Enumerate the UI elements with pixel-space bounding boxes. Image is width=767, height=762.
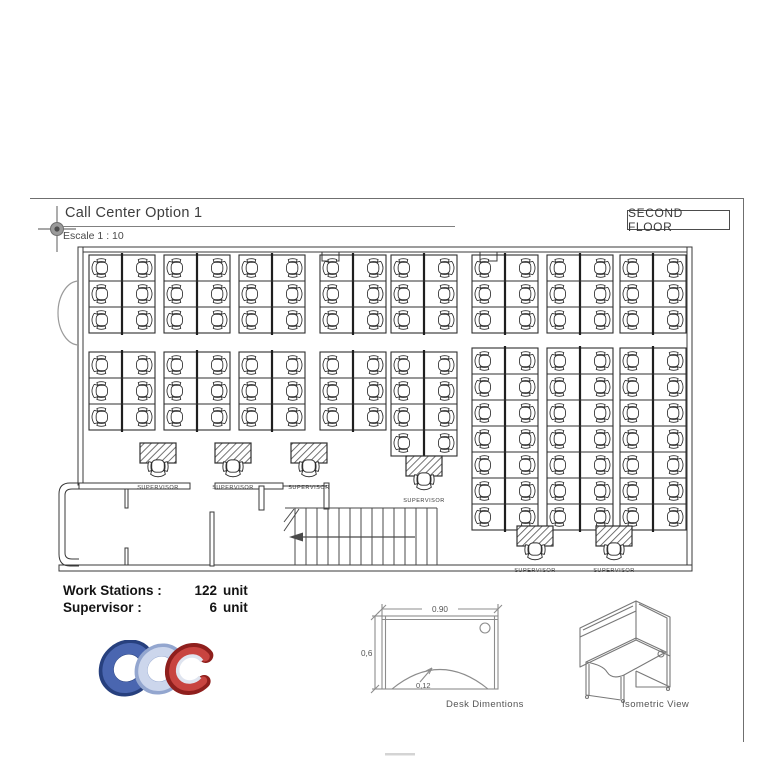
workstation-chair-icon	[92, 356, 107, 375]
workstation-chair-icon	[668, 508, 683, 527]
workstation-chair-icon	[394, 259, 409, 278]
workstation-chair-icon	[167, 311, 182, 330]
workstation-chair-icon	[668, 482, 683, 501]
supervisor-chair-icon	[414, 473, 434, 490]
workstation-chair-icon	[137, 408, 152, 427]
workstation-chair-icon	[439, 382, 454, 401]
workstation-cluster	[89, 253, 155, 335]
workstation-chair-icon	[242, 311, 257, 330]
workstation-chair-icon	[92, 259, 107, 278]
workstation-cluster	[620, 346, 686, 532]
workstation-chair-icon	[212, 259, 227, 278]
workstation-chair-icon	[439, 434, 454, 453]
workstation-chair-icon	[323, 311, 338, 330]
workstation-chair-icon	[475, 482, 490, 501]
workstation-chair-icon	[242, 285, 257, 304]
workstation-cluster	[239, 253, 305, 335]
workstation-chair-icon	[212, 285, 227, 304]
workstation-chair-icon	[595, 456, 610, 475]
workstation-chair-icon	[368, 311, 383, 330]
workstation-chair-icon	[595, 430, 610, 449]
workstation-chair-icon	[475, 259, 490, 278]
sheet-title: Call Center Option 1	[65, 205, 203, 221]
workstation-chair-icon	[623, 508, 638, 527]
workstation-cluster	[472, 346, 538, 532]
workstation-chair-icon	[475, 456, 490, 475]
workstation-chair-icon	[595, 482, 610, 501]
workstation-chair-icon	[137, 356, 152, 375]
workstation-chair-icon	[323, 356, 338, 375]
legend-row-supervisor	[63, 600, 248, 617]
workstation-chair-icon	[92, 285, 107, 304]
legend-unit: unit	[223, 599, 248, 615]
workstation-chair-icon	[668, 285, 683, 304]
legend-count: 122	[194, 583, 217, 598]
workstation-chair-icon	[212, 408, 227, 427]
workstation-chair-icon	[475, 508, 490, 527]
workstation-chair-icon	[550, 430, 565, 449]
workstation-chair-icon	[520, 378, 535, 397]
workstation-cluster	[164, 350, 230, 432]
workstation-chair-icon	[475, 285, 490, 304]
workstation-chair-icon	[368, 356, 383, 375]
workstation-chair-icon	[167, 382, 182, 401]
workstation-chair-icon	[623, 259, 638, 278]
workstation-chair-icon	[520, 482, 535, 501]
workstation-cluster	[547, 253, 613, 335]
workstation-chair-icon	[323, 382, 338, 401]
workstation-cluster	[164, 253, 230, 335]
workstation-chair-icon	[439, 285, 454, 304]
workstation-chair-icon	[287, 285, 302, 304]
workstation-chair-icon	[368, 285, 383, 304]
workstation-cluster	[320, 253, 386, 335]
workstation-chair-icon	[623, 352, 638, 371]
workstation-cluster	[472, 253, 538, 335]
workstation-chair-icon	[550, 352, 565, 371]
workstation-cluster	[89, 350, 155, 432]
workstation-chair-icon	[368, 408, 383, 427]
workstation-chair-icon	[520, 259, 535, 278]
workstation-chair-icon	[212, 311, 227, 330]
workstation-chair-icon	[92, 408, 107, 427]
workstation-chair-icon	[623, 430, 638, 449]
workstation-chair-icon	[323, 259, 338, 278]
workstation-chair-icon	[668, 311, 683, 330]
workstation-chair-icon	[550, 378, 565, 397]
workstation-chair-icon	[368, 382, 383, 401]
workstation-chair-icon	[137, 382, 152, 401]
workstation-chair-icon	[475, 378, 490, 397]
workstation-chair-icon	[550, 285, 565, 304]
workstation-chair-icon	[212, 382, 227, 401]
workstation-chair-icon	[92, 382, 107, 401]
supervisor-chair-icon	[299, 460, 319, 477]
workstation-chair-icon	[550, 482, 565, 501]
supervisor-label: SUPERVISOR	[514, 568, 556, 574]
workstation-chair-icon	[394, 356, 409, 375]
workstation-chair-icon	[167, 259, 182, 278]
workstation-cluster	[320, 350, 386, 432]
workstation-chair-icon	[668, 378, 683, 397]
workstation-chair-icon	[212, 356, 227, 375]
supervisor-chair-icon	[604, 543, 624, 560]
workstation-chair-icon	[475, 430, 490, 449]
legend	[63, 583, 248, 616]
workstation-chair-icon	[475, 311, 490, 330]
cdc-logo	[94, 640, 224, 700]
workstation-chair-icon	[668, 259, 683, 278]
workstation-cluster	[239, 350, 305, 432]
workstation-chair-icon	[550, 456, 565, 475]
workstation-chair-icon	[287, 408, 302, 427]
workstation-chair-icon	[550, 259, 565, 278]
workstation-chair-icon	[595, 378, 610, 397]
legend-row-workstations	[63, 583, 248, 600]
workstation-cluster	[620, 253, 686, 335]
workstation-chair-icon	[623, 404, 638, 423]
workstation-chair-icon	[550, 508, 565, 527]
workstation-chair-icon	[439, 408, 454, 427]
workstation-chair-icon	[595, 352, 610, 371]
supervisor-label: SUPERVISOR	[593, 568, 635, 574]
workstation-chair-icon	[287, 356, 302, 375]
workstation-chair-icon	[520, 456, 535, 475]
floor-label: SECOND FLOOR	[627, 210, 730, 230]
workstation-chair-icon	[520, 311, 535, 330]
legend-label: Supervisor :	[63, 599, 142, 615]
desk-diagram-caption: Desk Dimentions	[446, 699, 524, 710]
supervisor-label: SUPERVISOR	[403, 498, 445, 504]
workstation-chair-icon	[287, 382, 302, 401]
supervisor-label: SUPERVISOR	[212, 485, 254, 491]
workstation-chair-icon	[394, 434, 409, 453]
supervisor-chair-icon	[223, 460, 243, 477]
workstation-chair-icon	[520, 285, 535, 304]
workstation-chair-icon	[520, 430, 535, 449]
legend-unit: unit	[223, 583, 248, 598]
workstation-cluster	[391, 253, 457, 335]
workstation-chair-icon	[368, 259, 383, 278]
legend-count: 6	[209, 599, 217, 615]
workstation-chair-icon	[520, 352, 535, 371]
workstation-chair-icon	[595, 259, 610, 278]
workstation-chair-icon	[167, 356, 182, 375]
workstation-chair-icon	[668, 404, 683, 423]
workstation-chair-icon	[137, 259, 152, 278]
workstation-chair-icon	[623, 311, 638, 330]
workstation-chair-icon	[242, 356, 257, 375]
workstation-chair-icon	[242, 259, 257, 278]
workstation-chair-icon	[167, 285, 182, 304]
workstation-chair-icon	[623, 456, 638, 475]
workstation-chair-icon	[242, 382, 257, 401]
workstation-chair-icon	[323, 408, 338, 427]
workstation-chair-icon	[668, 456, 683, 475]
workstation-chair-icon	[595, 285, 610, 304]
workstation-chair-icon	[394, 408, 409, 427]
workstation-chair-icon	[550, 404, 565, 423]
workstation-chair-icon	[137, 311, 152, 330]
workstation-chair-icon	[242, 408, 257, 427]
workstation-chair-icon	[167, 408, 182, 427]
workstation-chair-icon	[668, 430, 683, 449]
workstation-chair-icon	[439, 259, 454, 278]
workstation-chair-icon	[475, 404, 490, 423]
supervisor-label: SUPERVISOR	[137, 485, 179, 491]
workstation-chair-icon	[623, 378, 638, 397]
workstation-cluster	[391, 350, 457, 458]
legend-label: Work Stations :	[63, 583, 162, 598]
workstation-cluster	[547, 346, 613, 532]
supervisor-station	[403, 456, 445, 504]
isometric-caption: Isometric View	[622, 699, 690, 710]
workstation-chair-icon	[595, 311, 610, 330]
workstation-chair-icon	[623, 482, 638, 501]
workstation-chair-icon	[287, 311, 302, 330]
supervisor-chair-icon	[148, 460, 168, 477]
workstation-chair-icon	[595, 508, 610, 527]
workstation-chair-icon	[92, 311, 107, 330]
workstation-chair-icon	[137, 285, 152, 304]
scale-note: Escale 1 : 10	[63, 230, 124, 242]
workstation-chair-icon	[668, 352, 683, 371]
workstation-chair-icon	[475, 352, 490, 371]
workstation-chair-icon	[439, 311, 454, 330]
workstation-chair-icon	[520, 508, 535, 527]
desk-width-dimension: 0.90	[432, 605, 448, 614]
supervisor-chair-icon	[525, 543, 545, 560]
desk-cutout-dimension: 0,12	[416, 681, 431, 690]
workstation-chair-icon	[394, 311, 409, 330]
workstation-chair-icon	[287, 259, 302, 278]
workstation-chair-icon	[323, 285, 338, 304]
isometric-view-diagram	[566, 588, 696, 703]
desk-dimensions-diagram	[358, 592, 528, 704]
workstation-chair-icon	[394, 382, 409, 401]
workstation-chair-icon	[439, 356, 454, 375]
workstation-chair-icon	[394, 285, 409, 304]
staircase	[284, 508, 437, 565]
workstation-chair-icon	[520, 404, 535, 423]
workstation-chair-icon	[550, 311, 565, 330]
workstation-chair-icon	[595, 404, 610, 423]
supervisor-label: SUPERVISOR	[288, 485, 330, 491]
desk-depth-dimension: 0,6	[361, 649, 373, 658]
workstation-chair-icon	[623, 285, 638, 304]
